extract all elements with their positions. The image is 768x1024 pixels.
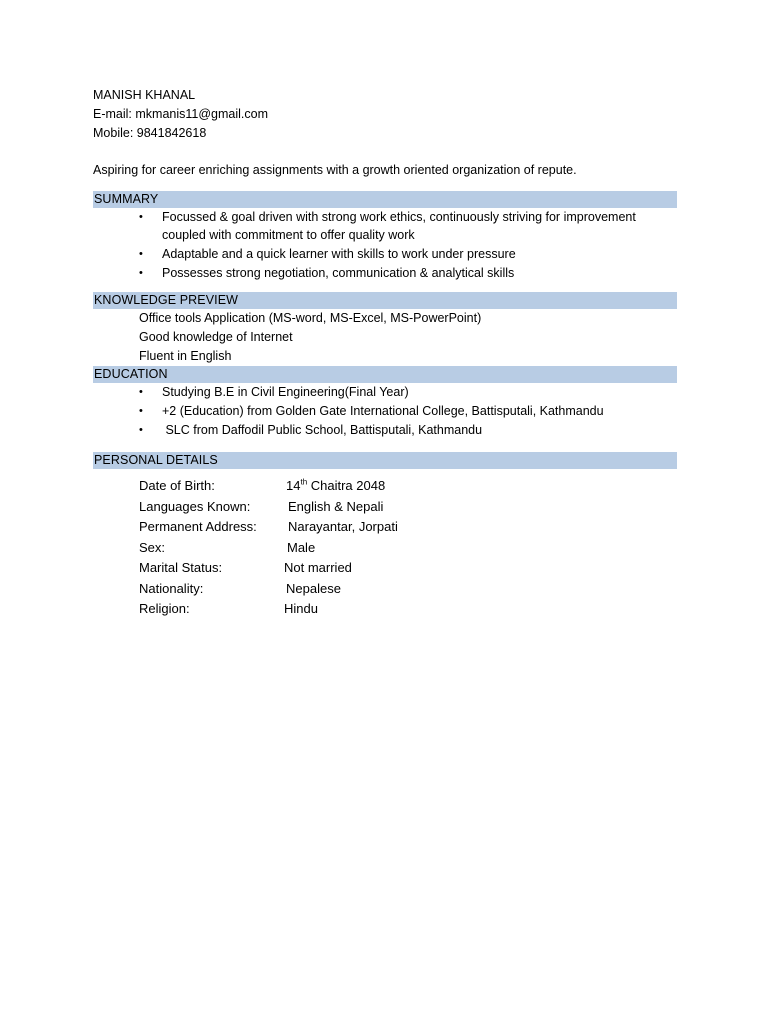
applicant-name: MANISH KHANAL [93, 88, 196, 102]
education-item-text: SLC from Daffodil Public School, Battisputali, Kathmandu [162, 423, 483, 437]
summary-item [93, 245, 677, 263]
religion-value: Hindu [284, 601, 318, 616]
education-item [93, 421, 677, 440]
summary-item-line: Adaptable and a quick learner with skills to work under pressure [162, 247, 516, 261]
summary-list [93, 208, 677, 282]
address-value: Narayantar, Jorpati [288, 519, 398, 534]
marital-label: Marital Status: [139, 560, 223, 575]
detail-row-marital [139, 558, 677, 579]
bullet-icon: • [139, 248, 143, 260]
dob-rest: Chaitra 2048 [307, 478, 386, 493]
languages-label: Languages Known: [139, 498, 251, 514]
summary-item-line: Focussed & goal driven with strong work ethics, continuously striving for improvement [162, 210, 636, 224]
education-item [93, 383, 677, 402]
marital-value: Not married [284, 560, 352, 575]
summary-heading: SUMMARY [93, 191, 677, 208]
knowledge-line: Fluent in English [139, 349, 232, 363]
summary-item [93, 208, 677, 244]
bullet-icon: • [139, 211, 143, 223]
bullet-icon: • [139, 424, 143, 436]
knowledge-heading: KNOWLEDGE PREVIEW [93, 292, 677, 309]
dob-suffix: th [300, 477, 308, 487]
knowledge-line: Office tools Application (MS-word, MS-Excel, MS-PowerPoint) [139, 311, 482, 325]
summary-item-line: coupled with commitment to offer quality work [162, 228, 415, 242]
education-heading: EDUCATION [93, 366, 677, 383]
nationality-value: Nepalese [286, 580, 341, 596]
education-list [93, 383, 677, 440]
sex-label: Sex: [139, 539, 166, 555]
education-item-text: +2 (Education) from Golden Gate International College, Battisputali, Kathmandu [162, 404, 604, 418]
resume-page [93, 86, 677, 620]
dob-value [286, 476, 385, 497]
summary-item [93, 264, 677, 282]
bullet-icon: • [139, 405, 143, 417]
dob-label: Date of Birth: [139, 478, 215, 493]
detail-row-address [139, 517, 677, 538]
detail-row-religion [139, 599, 677, 620]
nationality-label: Nationality: [139, 580, 204, 596]
detail-row-languages [139, 497, 677, 518]
detail-row-sex [139, 538, 677, 559]
education-item-text: Studying B.E in Civil Engineering(Final Year) [162, 385, 409, 399]
career-objective: Aspiring for career enriching assignments with a growth oriented organization of repute. [93, 163, 577, 177]
personal-details-list [93, 476, 677, 620]
education-item [93, 402, 677, 421]
languages-value: English & Nepali [288, 498, 384, 514]
detail-row-dob [139, 476, 677, 497]
sex-value: Male [287, 539, 316, 555]
dob-day: 14 [286, 478, 301, 493]
religion-label: Religion: [139, 601, 190, 616]
summary-item-line: Possesses strong negotiation, communication & analytical skills [162, 266, 515, 280]
bullet-icon: • [139, 267, 143, 279]
knowledge-list [93, 309, 677, 366]
knowledge-line: Good knowledge of Internet [139, 330, 293, 344]
detail-row-nationality [139, 579, 677, 600]
contact-block [93, 86, 677, 143]
mobile-line: Mobile: 9841842618 [93, 126, 207, 140]
personal-details-heading: PERSONAL DETAILS [93, 452, 677, 469]
email-line: E-mail: mkmanis11@gmail.com [93, 107, 268, 121]
bullet-icon: • [139, 386, 143, 398]
address-label: Permanent Address: [139, 519, 257, 534]
